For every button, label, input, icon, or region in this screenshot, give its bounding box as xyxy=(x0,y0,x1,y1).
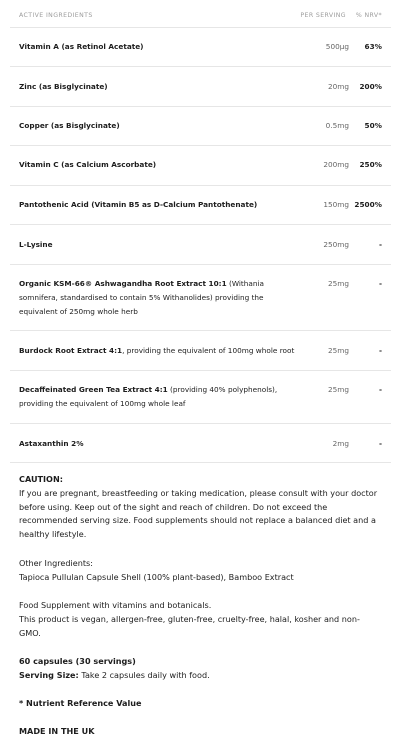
ingredient-name xyxy=(19,238,304,252)
ingredient-nrv: - xyxy=(378,240,382,249)
food-supplement-line2: This product is vegan, allergen-free, gluten-free, cruelty-free, halal, kosher and non-GMO. xyxy=(19,613,360,638)
ingredient-name-bold: Astaxanthin 2% xyxy=(19,439,84,448)
ingredient-name xyxy=(19,119,304,133)
ingredient-amount: 25mg xyxy=(327,346,349,355)
serving-size-text: Take 2 capsules daily with food. xyxy=(78,669,210,680)
divider xyxy=(10,330,391,331)
serving-size-label: Serving Size: xyxy=(19,669,79,680)
divider xyxy=(10,370,391,371)
ingredient-name xyxy=(19,437,304,451)
divider xyxy=(10,185,391,186)
divider xyxy=(10,145,391,146)
ingredient-name xyxy=(19,344,304,358)
ingredient-nrv: - xyxy=(378,385,382,394)
ingredient-name xyxy=(19,383,304,411)
made-in-section xyxy=(19,725,382,739)
ingredient-amount: 20mg xyxy=(327,82,349,91)
ingredient-amount: 250mg xyxy=(323,240,349,249)
ingredient-nrv: - xyxy=(378,279,382,288)
ingredient-name xyxy=(19,40,304,54)
ingredient-name-bold: Decaffeinated Green Tea Extract 4:1 xyxy=(19,385,168,394)
caution-title: CAUTION: xyxy=(19,474,63,484)
divider xyxy=(10,27,391,28)
other-ingredients-text: Tapioca Pullulan Capsule Shell (100% plant-based), Bamboo Extract xyxy=(19,571,294,582)
ingredient-name-bold: Vitamin C (as Calcium Ascorbate) xyxy=(19,160,157,169)
ingredient-name-detail: (Withania somnifera, standardised to contain 5% Withanolides) providing the equivalent of 250mg whole herb xyxy=(19,279,264,316)
ingredient-nrv: - xyxy=(378,346,382,355)
other-ingredients-title: Other Ingredients: xyxy=(19,558,93,568)
ingredient-amount: 500µg xyxy=(325,42,349,51)
ingredient-name-bold: Zinc (as Bisglycinate) xyxy=(19,82,108,91)
ingredient-nrv: 50% xyxy=(364,121,382,130)
ingredient-name xyxy=(19,277,304,318)
ingredient-name-bold: Copper (as Bisglycinate) xyxy=(19,121,120,130)
food-supplement-line1: Food Supplement with vitamins and botanicals. xyxy=(19,600,212,610)
ingredient-amount: 0.5mg xyxy=(325,121,349,130)
divider xyxy=(10,462,391,463)
header-per-serving: PER SERVING xyxy=(300,12,346,19)
ingredient-nrv: 2500% xyxy=(354,200,382,209)
divider xyxy=(10,224,391,225)
divider xyxy=(10,106,391,107)
divider xyxy=(10,423,391,424)
footnote: * Nutrient Reference Value xyxy=(19,698,142,708)
food-supplement-section xyxy=(19,599,382,640)
caution-section xyxy=(19,473,382,542)
ingredient-name-bold: L-Lysine xyxy=(19,240,53,249)
footnote-section xyxy=(19,697,382,711)
ingredient-name-bold: Vitamin A (as Retinol Acetate) xyxy=(19,42,144,51)
header-nrv: % NRV* xyxy=(355,12,382,19)
made-in: MADE IN THE UK xyxy=(19,726,95,736)
ingredient-amount: 2mg xyxy=(332,439,349,448)
divider xyxy=(10,264,391,265)
divider xyxy=(10,66,391,67)
header-active-ingredients: ACTIVE INGREDIENTS xyxy=(19,12,93,19)
ingredient-name-bold: Organic KSM-66® Ashwagandha Root Extract 10:1 xyxy=(19,279,227,288)
ingredient-name xyxy=(19,158,304,172)
caution-text: If you are pregnant, breastfeeding or taking medication, please consult with your doctor before using. Keep out of the sight and reach of children. Do not exceed the recommended serving size. Food supplements should not replace a balanced diet and a healthy lifestyle. xyxy=(19,487,378,540)
ingredient-nrv: 63% xyxy=(364,42,382,51)
ingredient-name xyxy=(19,198,304,212)
ingredient-name xyxy=(19,80,304,94)
capsule-count: 60 capsules (30 servings) xyxy=(19,656,136,666)
other-ingredients-section xyxy=(19,557,382,585)
ingredient-nrv: 200% xyxy=(359,82,382,91)
table-header xyxy=(19,12,382,24)
ingredient-nrv: - xyxy=(378,439,382,448)
ingredient-name-bold: Pantothenic Acid (Vitamin B5 as D-Calcium Pantothenate) xyxy=(19,200,258,209)
ingredient-amount: 200mg xyxy=(323,160,349,169)
ingredient-name-detail: , providing the equivalent of 100mg whole root xyxy=(122,346,295,355)
ingredient-nrv: 250% xyxy=(359,160,382,169)
ingredient-amount: 25mg xyxy=(327,279,349,288)
ingredient-name-bold: Burdock Root Extract 4:1 xyxy=(19,346,123,355)
ingredient-name-detail: (providing 40% polyphenols), providing the equivalent of 100mg whole leaf xyxy=(19,385,278,408)
capsules-section xyxy=(19,655,382,683)
ingredient-amount: 150mg xyxy=(323,200,349,209)
ingredient-amount: 25mg xyxy=(327,385,349,394)
